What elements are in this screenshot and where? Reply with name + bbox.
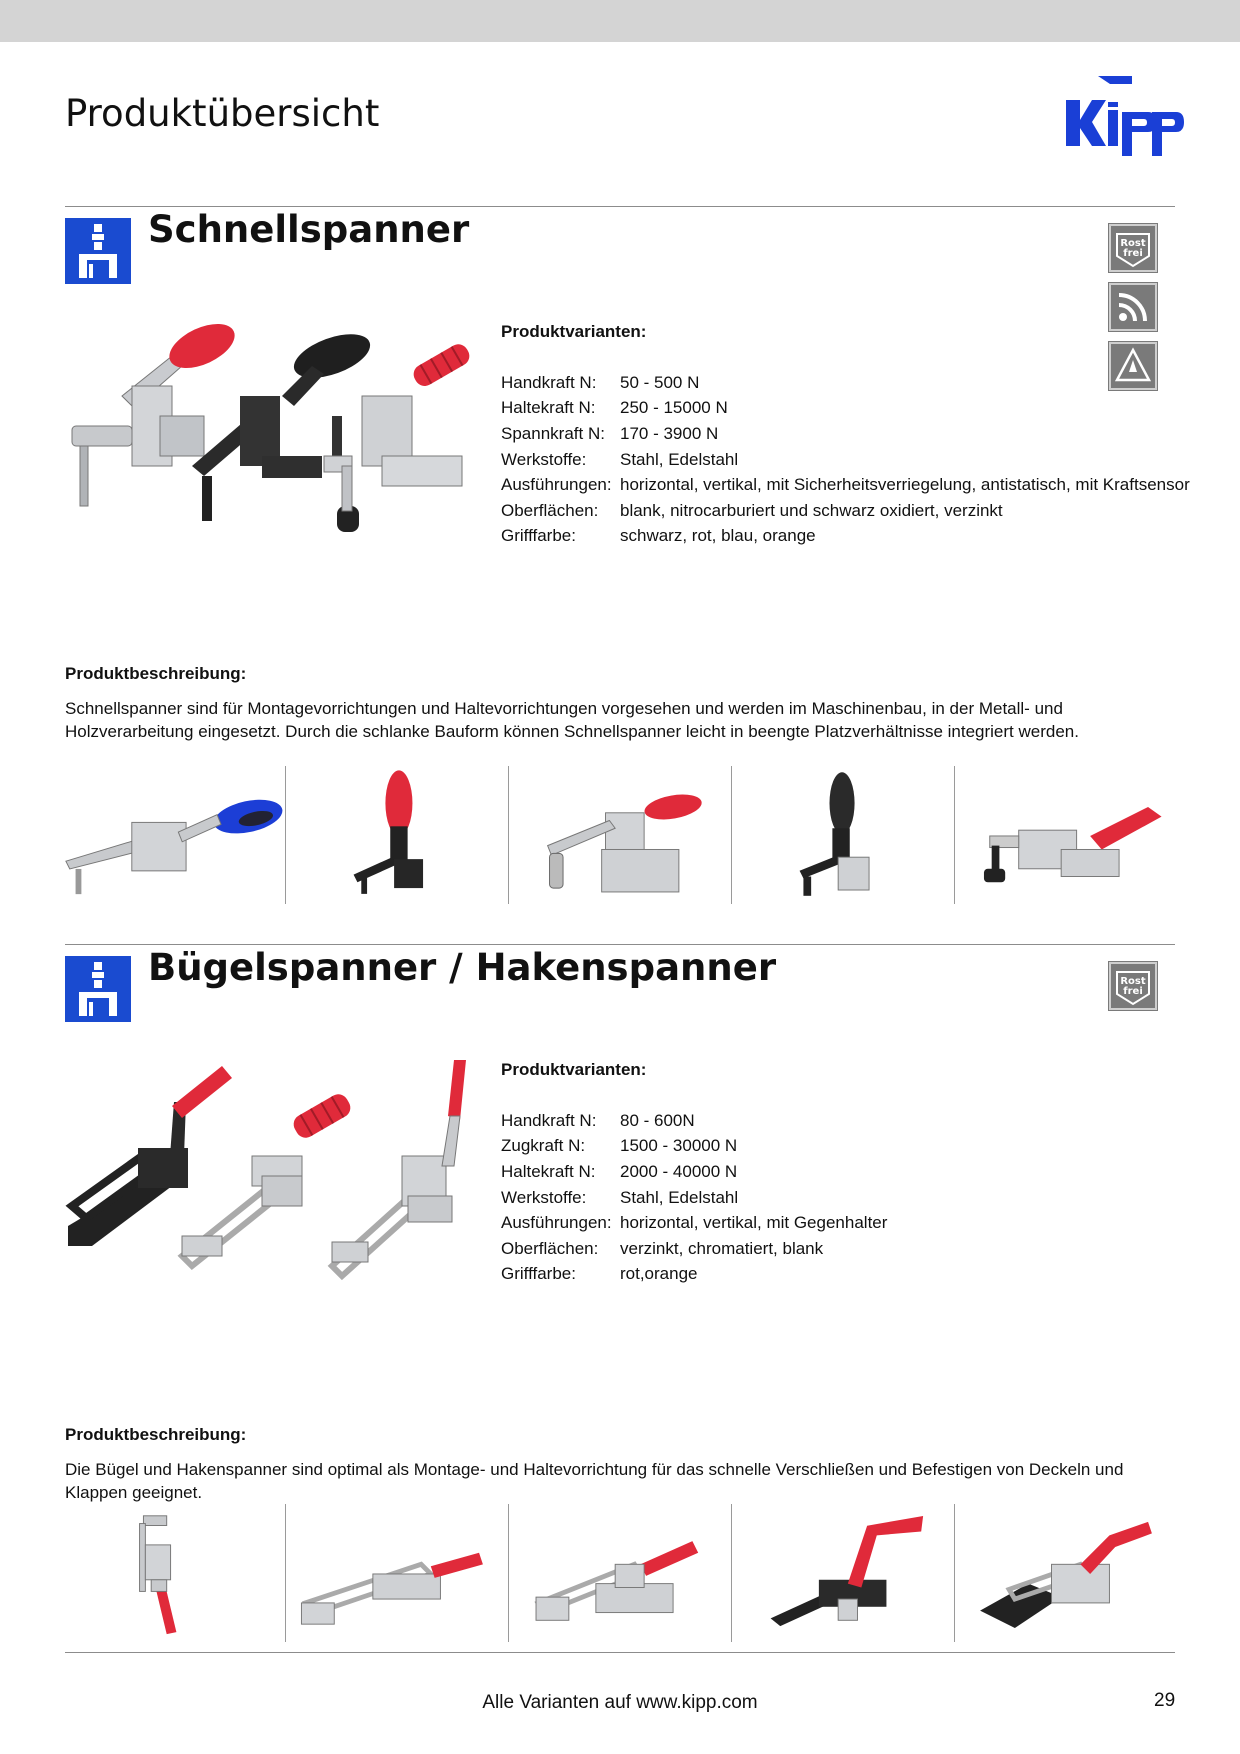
- product-thumbnail: [731, 766, 954, 904]
- spec-value: 170 - 3900 N: [620, 423, 719, 443]
- product-thumbnail: [285, 766, 508, 904]
- clamp-icon: [65, 956, 131, 1022]
- rostfrei-line-1: Rost: [1120, 238, 1146, 249]
- spec-value: 50 - 500 N: [620, 372, 700, 392]
- spec-row: [501, 1210, 887, 1236]
- rostfrei-line-1: Rost: [1120, 976, 1146, 987]
- spec-row: [501, 498, 1190, 524]
- spec-label: Haltekraft N:: [501, 1161, 596, 1181]
- spec-value: horizontal, vertikal, mit Gegenhalter: [620, 1213, 888, 1233]
- section-divider: [65, 206, 1175, 207]
- description-text: Schnellspanner sind für Montagevorrichtungen und Haltevorrichtungen vorgesehen und werden im Maschinenbau, in der Metall- und Holzverarbeitung eingesetzt. Durch die schlanke Bauform können Schnellspanner leicht in beengte Platzverhältnisse integriert werden.: [65, 699, 1079, 741]
- page-number: 29: [1154, 1690, 1176, 1711]
- spec-label: Werkstoffe:: [501, 1187, 587, 1207]
- spec-row: [501, 447, 1190, 473]
- product-thumbnail: [62, 766, 285, 904]
- schnellspanner-product-image: [62, 316, 482, 546]
- variants-block: [501, 1060, 887, 1287]
- spec-label: Spannkraft N:: [501, 423, 605, 443]
- rostfrei-icon: [1109, 962, 1157, 1010]
- section-title: Bügelspanner / Hakenspanner: [148, 946, 777, 989]
- spec-label: Ausführungen:: [501, 1213, 612, 1233]
- description-heading: Produktbeschreibung:: [65, 1425, 247, 1444]
- footer-divider: [65, 1652, 1175, 1653]
- spec-row: [501, 1262, 887, 1288]
- spec-value: Stahl, Edelstahl: [620, 449, 739, 469]
- section-divider: [65, 944, 1175, 945]
- spec-value: 2000 - 40000 N: [620, 1161, 738, 1181]
- spec-label: Haltekraft N:: [501, 398, 596, 418]
- product-thumbnail: [508, 1504, 731, 1642]
- spec-row: [501, 421, 1190, 447]
- spec-value: schwarz, rot, blau, orange: [620, 526, 816, 546]
- spec-label: Handkraft N:: [501, 1110, 597, 1130]
- spec-label: Grifffarbe:: [501, 1264, 576, 1284]
- product-thumbnail: [62, 1504, 285, 1642]
- variants-block: [501, 322, 1190, 549]
- spec-row: [501, 1134, 887, 1160]
- spec-label: Ausführungen:: [501, 475, 612, 495]
- top-bar: [0, 0, 1240, 42]
- spec-value: 80 - 600N: [620, 1110, 695, 1130]
- description-heading: Produktbeschreibung:: [65, 664, 247, 683]
- spec-value: 250 - 15000 N: [620, 398, 728, 418]
- spec-row: [501, 1159, 887, 1185]
- thumbnail-row: [62, 1504, 1177, 1642]
- spec-label: Grifffarbe:: [501, 526, 576, 546]
- variants-heading: Produktvarianten:: [501, 1060, 647, 1079]
- spec-row: [501, 396, 1190, 422]
- kipp-logo: [1062, 72, 1184, 168]
- rostfrei-line-2: frei: [1123, 248, 1143, 259]
- description-text: Die Bügel und Hakenspanner sind optimal als Montage- und Haltevorrichtung für das schnelle Verschließen und Befestigen von Deckeln und Klappen geeignet.: [65, 1460, 1124, 1502]
- clamp-icon: [65, 218, 131, 284]
- footer-link-text: Alle Varianten auf www.kipp.com: [482, 1692, 758, 1713]
- spec-value: horizontal, vertikal, mit Sicherheitsverriegelung, antistatisch, mit Kraftsensor: [620, 475, 1190, 495]
- product-thumbnail: [731, 1504, 954, 1642]
- spec-row: [501, 370, 1190, 396]
- spec-value: rot,orange: [620, 1264, 698, 1284]
- section-title: Schnellspanner: [148, 208, 470, 251]
- spec-label: Oberflächen:: [501, 500, 599, 520]
- spec-label: Oberflächen:: [501, 1238, 599, 1258]
- buegelspanner-product-image: [62, 1056, 482, 1286]
- product-thumbnail: [508, 766, 731, 904]
- spec-row: [501, 1185, 887, 1211]
- page-title: Produktübersicht: [65, 92, 380, 135]
- spec-row: [501, 472, 1190, 498]
- spec-label: Zugkraft N:: [501, 1136, 586, 1156]
- product-thumbnail: [285, 1504, 508, 1642]
- product-thumbnail: [954, 1504, 1177, 1642]
- variants-heading: Produktvarianten:: [501, 322, 647, 341]
- spec-label: Handkraft N:: [501, 372, 597, 392]
- product-thumbnail: [954, 766, 1177, 904]
- spec-value: 1500 - 30000 N: [620, 1136, 738, 1156]
- thumbnail-row: [62, 766, 1177, 904]
- spec-row: [501, 524, 1190, 550]
- spec-value: Stahl, Edelstahl: [620, 1187, 739, 1207]
- spec-value: blank, nitrocarburiert und schwarz oxidiert, verzinkt: [620, 500, 1003, 520]
- spec-row: [501, 1236, 887, 1262]
- spec-value: verzinkt, chromatiert, blank: [620, 1238, 824, 1258]
- spec-row: [501, 1108, 887, 1134]
- spec-label: Werkstoffe:: [501, 449, 587, 469]
- rostfrei-line-2: frei: [1123, 986, 1143, 997]
- rostfrei-icon: [1109, 224, 1157, 272]
